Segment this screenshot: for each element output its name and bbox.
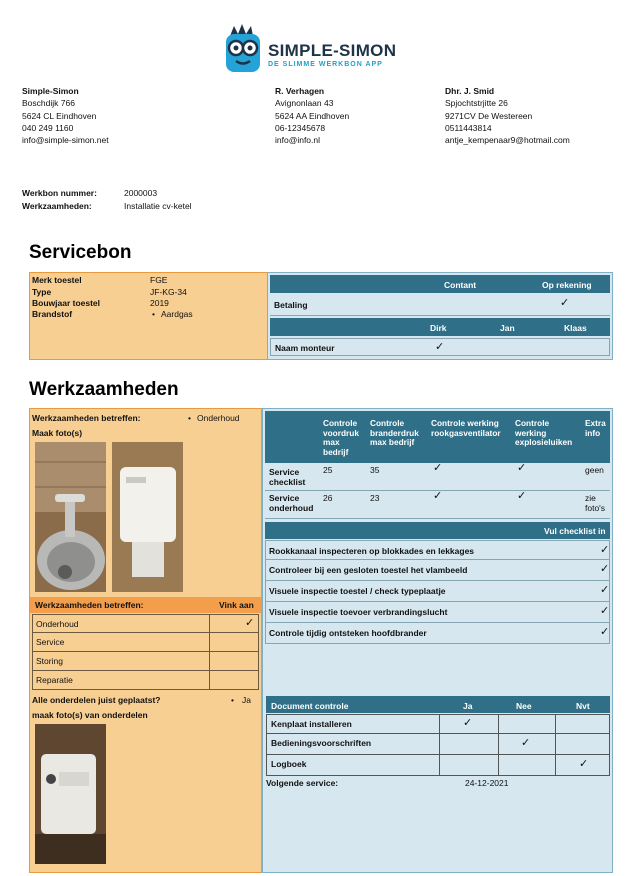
table-row bbox=[265, 463, 610, 491]
cell-divider bbox=[209, 615, 210, 632]
vink-row-label: Service bbox=[36, 637, 65, 647]
documents-table bbox=[266, 714, 610, 776]
boiler-photo bbox=[35, 724, 106, 864]
mascot-face-icon bbox=[222, 24, 264, 74]
device-info-panel bbox=[29, 272, 268, 360]
document-check bbox=[463, 716, 472, 729]
address-name: R. Verhagen bbox=[275, 86, 325, 96]
service-value: 25 bbox=[323, 465, 333, 475]
checklist-item-label: Rookkanaal inspecteren op blokkades en lekkages bbox=[269, 546, 475, 556]
betreffen-label: Werkzaamheden betreffen: bbox=[32, 413, 141, 423]
service-value: zie foto's bbox=[585, 493, 606, 513]
service-value: 26 bbox=[323, 493, 333, 503]
cell-divider bbox=[498, 755, 499, 775]
service-col: Controle werking explosieluiken bbox=[515, 418, 573, 447]
documents-col: Nee bbox=[516, 701, 532, 711]
document-row-label: Logboek bbox=[271, 759, 307, 769]
list-item bbox=[265, 560, 610, 581]
address-line: 5624 AA Eindhoven bbox=[275, 110, 350, 121]
cell-divider bbox=[555, 715, 556, 733]
werkbon-number-label: Werkbon nummer: bbox=[22, 188, 97, 198]
logo-subtitle: DE SLIMME WERKBON APP bbox=[268, 61, 383, 68]
checklist-header-label: Vul checklist in bbox=[544, 526, 606, 536]
checklist-item-label: Controle tijdig ontsteken hoofdbrander bbox=[269, 628, 427, 638]
cell-divider bbox=[209, 652, 210, 670]
table-row bbox=[266, 714, 610, 734]
list-item bbox=[265, 581, 610, 602]
list-item bbox=[265, 540, 610, 560]
checklist-list bbox=[265, 540, 610, 644]
address-company bbox=[22, 85, 109, 146]
document-row-label: Bedieningsvoorschriften bbox=[271, 738, 372, 748]
table-row bbox=[265, 491, 610, 519]
service-check bbox=[433, 464, 442, 474]
address-line: 06-12345678 bbox=[275, 122, 326, 133]
monteur-check bbox=[435, 340, 444, 353]
table-row bbox=[266, 734, 610, 755]
field-value: FGE bbox=[150, 275, 168, 285]
dispenser-photo bbox=[112, 442, 183, 592]
servicebon-title: Servicebon bbox=[29, 242, 132, 263]
field-label: Brandstof bbox=[32, 309, 73, 319]
monteur-col: Jan bbox=[500, 323, 515, 333]
photos-label: Maak foto(s) bbox=[32, 428, 83, 438]
checklist-item-label: Visuele inspectie toevoer verbrandingslucht bbox=[269, 607, 448, 617]
werkbon-work-label: Werkzaamheden: bbox=[22, 201, 92, 211]
documents-col: Nvt bbox=[576, 701, 590, 711]
list-item bbox=[265, 623, 610, 644]
document-check bbox=[521, 736, 530, 749]
field-value: JF-KG-34 bbox=[150, 287, 187, 297]
documents-panel bbox=[262, 692, 613, 873]
monteur-header bbox=[270, 318, 610, 336]
service-check bbox=[517, 492, 526, 502]
payment-header bbox=[270, 275, 610, 293]
logo bbox=[222, 24, 412, 76]
parts-value: Ja bbox=[242, 695, 251, 705]
parts-panel bbox=[29, 692, 262, 873]
cell-divider bbox=[555, 755, 556, 775]
monteur-col: Klaas bbox=[564, 323, 587, 333]
payment-col-op-rekening: Op rekening bbox=[542, 280, 592, 290]
werkzaamheden-title: Werkzaamheden bbox=[29, 379, 179, 400]
cell-divider bbox=[498, 734, 499, 754]
field-value: Aardgas bbox=[161, 309, 193, 319]
cell-divider bbox=[209, 633, 210, 651]
payment-panel bbox=[267, 272, 613, 360]
address-contact bbox=[275, 85, 349, 146]
vink-row-label: Onderhoud bbox=[36, 619, 79, 629]
list-item bbox=[265, 602, 610, 623]
address-line: 9271CV De Westereen bbox=[445, 110, 533, 121]
address-name: Simple-Simon bbox=[22, 86, 79, 96]
table-row bbox=[32, 614, 259, 633]
vink-table bbox=[32, 614, 259, 690]
next-service-label: Volgende service: bbox=[266, 778, 339, 788]
service-check bbox=[433, 492, 442, 502]
betreffen-bullet: • bbox=[188, 413, 191, 423]
work-left-panel bbox=[29, 408, 262, 694]
documents-header bbox=[266, 696, 610, 713]
service-col: Controle werking rookgasventilator bbox=[431, 418, 501, 438]
address-line: Boschdijk 766 bbox=[22, 98, 75, 109]
checklist-check bbox=[600, 583, 609, 596]
service-value: 23 bbox=[370, 493, 380, 503]
service-check bbox=[517, 464, 526, 474]
werkbon-work: Installatie cv-ketel bbox=[124, 201, 192, 211]
vink-header-label: Werkzaamheden betreffen: bbox=[35, 600, 144, 610]
service-value: geen bbox=[585, 465, 604, 475]
table-row bbox=[32, 633, 259, 652]
checklist-check bbox=[600, 604, 609, 617]
service-row-label: Service checklist bbox=[269, 467, 306, 487]
parts-label: Alle onderdelen juist geplaatst? bbox=[32, 695, 161, 705]
parts-bullet: • bbox=[231, 695, 234, 705]
vink-header-col: Vink aan bbox=[219, 600, 254, 610]
table-row bbox=[32, 652, 259, 671]
monteur-col: Dirk bbox=[430, 323, 447, 333]
cell-divider bbox=[209, 671, 210, 689]
monteur-row bbox=[270, 338, 610, 356]
field-bullet: • bbox=[152, 309, 155, 319]
field-label: Type bbox=[32, 287, 52, 297]
address-line: Avignonlaan 43 bbox=[275, 98, 334, 109]
betreffen-value: Onderhoud bbox=[197, 413, 240, 423]
vink-header bbox=[30, 597, 261, 613]
cell-divider bbox=[498, 715, 499, 733]
table-row bbox=[266, 755, 610, 776]
checklist-check bbox=[600, 625, 609, 638]
werkbon-number: 2000003 bbox=[124, 188, 158, 198]
address-customer bbox=[445, 85, 570, 146]
payment-col-contant: Contant bbox=[444, 280, 477, 290]
work-right-panel bbox=[262, 408, 613, 694]
checklist-check bbox=[600, 543, 609, 556]
address-line: info@simple-simon.net bbox=[22, 135, 109, 146]
service-value: 35 bbox=[370, 465, 380, 475]
documents-header-label: Document controle bbox=[271, 701, 349, 711]
document-check bbox=[579, 757, 588, 770]
monteur-row-label: Naam monteur bbox=[275, 343, 335, 353]
service-row-label: Service onderhoud bbox=[269, 493, 314, 513]
cell-divider bbox=[439, 734, 440, 754]
cell-divider bbox=[439, 755, 440, 775]
address-line: Spjochtstrjitte 26 bbox=[445, 98, 508, 109]
parts-photo-label: maak foto(s) van onderdelen bbox=[32, 710, 148, 720]
payment-check bbox=[560, 296, 569, 309]
service-table-header bbox=[265, 411, 610, 463]
checklist-check bbox=[600, 562, 609, 575]
address-line: info@info.nl bbox=[275, 135, 321, 146]
checklist-item-label: Controleer bij een gesloten toestel het vlambeeld bbox=[269, 565, 468, 575]
service-col: Controle branderdruk max bedrijf bbox=[370, 418, 419, 447]
document-row-label: Kenplaat installeren bbox=[271, 719, 352, 729]
cell-divider bbox=[555, 734, 556, 754]
vink-check bbox=[245, 616, 254, 629]
sink-photo bbox=[35, 442, 106, 592]
address-name: Dhr. J. Smid bbox=[445, 86, 495, 96]
documents-col: Ja bbox=[463, 701, 473, 711]
field-label: Merk toestel bbox=[32, 275, 82, 285]
table-row bbox=[32, 671, 259, 690]
address-line: 0511443814 bbox=[445, 122, 492, 133]
vink-row-label: Reparatie bbox=[36, 675, 73, 685]
service-col: Controle voordruk max bedrijf bbox=[323, 418, 359, 457]
address-line: 040 249 1160 bbox=[22, 122, 74, 133]
address-line: antje_kempenaar9@hotmail.com bbox=[445, 135, 570, 146]
logo-title: SIMPLE-SIMON bbox=[268, 41, 397, 60]
cell-divider bbox=[439, 715, 440, 733]
field-label: Bouwjaar toestel bbox=[32, 298, 101, 308]
checklist-header bbox=[265, 522, 610, 539]
service-col: Extra info bbox=[585, 418, 606, 438]
vink-row-label: Storing bbox=[36, 656, 63, 666]
payment-row-label: Betaling bbox=[274, 300, 308, 310]
checklist-item-label: Visuele inspectie toestel / check typeplaatje bbox=[269, 586, 446, 596]
field-value: 2019 bbox=[150, 298, 169, 308]
divider bbox=[270, 315, 610, 316]
address-line: 5624 CL Eindhoven bbox=[22, 110, 97, 121]
next-service-date: 24-12-2021 bbox=[465, 778, 509, 788]
